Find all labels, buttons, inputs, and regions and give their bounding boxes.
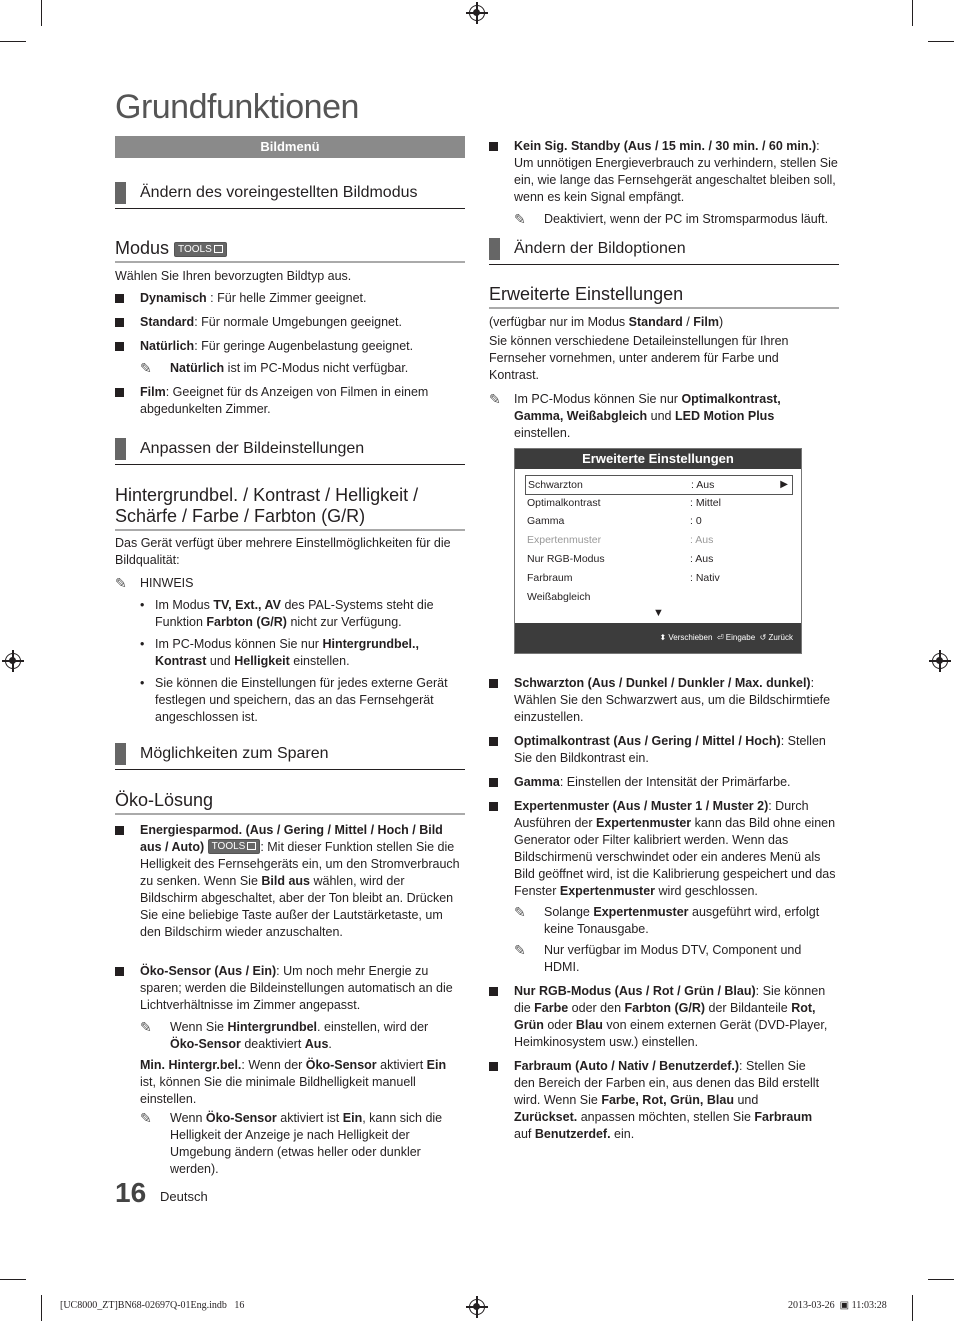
- osd-title: Erweiterte Einstellungen: [515, 449, 801, 469]
- return-icon: ↺: [759, 633, 767, 642]
- tools-icon: [214, 245, 223, 253]
- osd-menu: [514, 448, 802, 654]
- note-pencil-icon: ✎: [115, 575, 127, 591]
- arrow-right-icon: ▶: [780, 479, 788, 490]
- crop-mark: [928, 1279, 954, 1280]
- tools-badge: TOOLS: [208, 839, 261, 854]
- registration-mark-icon: [5, 653, 21, 669]
- osd-row[interactable]: Weißabgleich: [527, 591, 591, 603]
- crop-mark: [0, 41, 26, 42]
- note-pencil-icon: ✎: [140, 360, 152, 376]
- crop-mark: [41, 1295, 42, 1321]
- osd-row[interactable]: Nur RGB-Modus : Aus: [527, 553, 714, 565]
- crop-mark: [912, 0, 913, 26]
- registration-mark-icon: [469, 5, 485, 21]
- section-header: Ändern der Bildoptionen: [489, 238, 839, 265]
- print-footer-file: [UC8000_ZT]BN68-02697Q-01Eng.indb 16: [60, 1300, 245, 1311]
- page-number: 16: [115, 1177, 147, 1208]
- note-pencil-icon: ✎: [489, 391, 501, 407]
- section-header: Anpassen der Bildeinstellungen: [115, 438, 465, 465]
- crop-mark: [0, 1279, 26, 1280]
- page-title: Grundfunktionen: [115, 88, 359, 126]
- note-pencil-icon: ✎: [514, 942, 526, 958]
- osd-row-disabled: Expertenmuster : Aus: [527, 534, 714, 546]
- osd-row[interactable]: Gamma : 0: [527, 515, 702, 527]
- note-pencil-icon: ✎: [140, 1110, 152, 1126]
- enter-icon: ⏎: [716, 633, 724, 642]
- erw-availability: (verfügbar nur im Modus Standard / Film): [489, 315, 724, 329]
- section-bar-bildmenu: Bildmenü: [115, 136, 465, 158]
- section-header: Möglichkeiten zum Sparen: [115, 743, 465, 770]
- osd-row[interactable]: Optimalkontrast : Mittel: [527, 497, 721, 509]
- modus-intro: Wählen Sie Ihren bevorzugten Bildtyp aus.: [115, 269, 352, 283]
- print-footer-date: 2013-03-26 ▣ 11:03:28: [788, 1300, 887, 1311]
- page-language: Deutsch: [160, 1189, 208, 1204]
- section-header: Ändern des voreingestellten Bildmodus: [115, 182, 465, 209]
- heading-modus: Modus TOOLS: [115, 238, 465, 263]
- registration-mark-icon: [932, 653, 948, 669]
- tools-badge: TOOLS: [174, 242, 227, 257]
- heading-hintergrundbel: Hintergrundbel. / Kontrast / Helligkeit / Schärfe / Farbe / Farbton (G/R): [115, 485, 465, 531]
- registration-mark-icon: [469, 1299, 485, 1315]
- note-pencil-icon: ✎: [140, 1019, 152, 1035]
- heading-oko-losung: Öko-Lösung: [115, 790, 465, 815]
- osd-row-selected[interactable]: Schwarzton : Aus ▶: [525, 475, 793, 495]
- hg-intro: Das Gerät verfügt über mehrere Einstellmöglichkeiten für die Bildqualität:: [115, 536, 451, 567]
- crop-mark: [928, 41, 954, 42]
- osd-nav-bar: ⬍ Verschieben ⏎ Eingabe ↺ Zurück: [515, 623, 801, 653]
- erw-intro: Sie können verschiedene Detaileinstellungen für Ihren Fernseher vornehmen, unter anderem für Farbe und Kontrast.: [489, 334, 789, 382]
- updown-icon: ⬍: [659, 633, 667, 642]
- crop-mark: [912, 1295, 913, 1321]
- note-pencil-icon: ✎: [514, 211, 526, 227]
- crop-mark: [41, 0, 42, 26]
- note-pencil-icon: ✎: [514, 904, 526, 920]
- scroll-down-icon[interactable]: ▼: [653, 607, 664, 619]
- heading-erweiterte-einstellungen: Erweiterte Einstellungen: [489, 284, 839, 309]
- tools-icon: [247, 842, 256, 850]
- min-hintergr-bel: Min. Hintergr.bel.: Wenn der Öko-Sensor aktiviert Ein ist, können Sie die minimale Bildhelligkeit manuell einstellen.: [140, 1058, 447, 1106]
- clock-icon: ▣: [839, 1300, 850, 1311]
- osd-row[interactable]: Farbraum : Nativ: [527, 572, 720, 584]
